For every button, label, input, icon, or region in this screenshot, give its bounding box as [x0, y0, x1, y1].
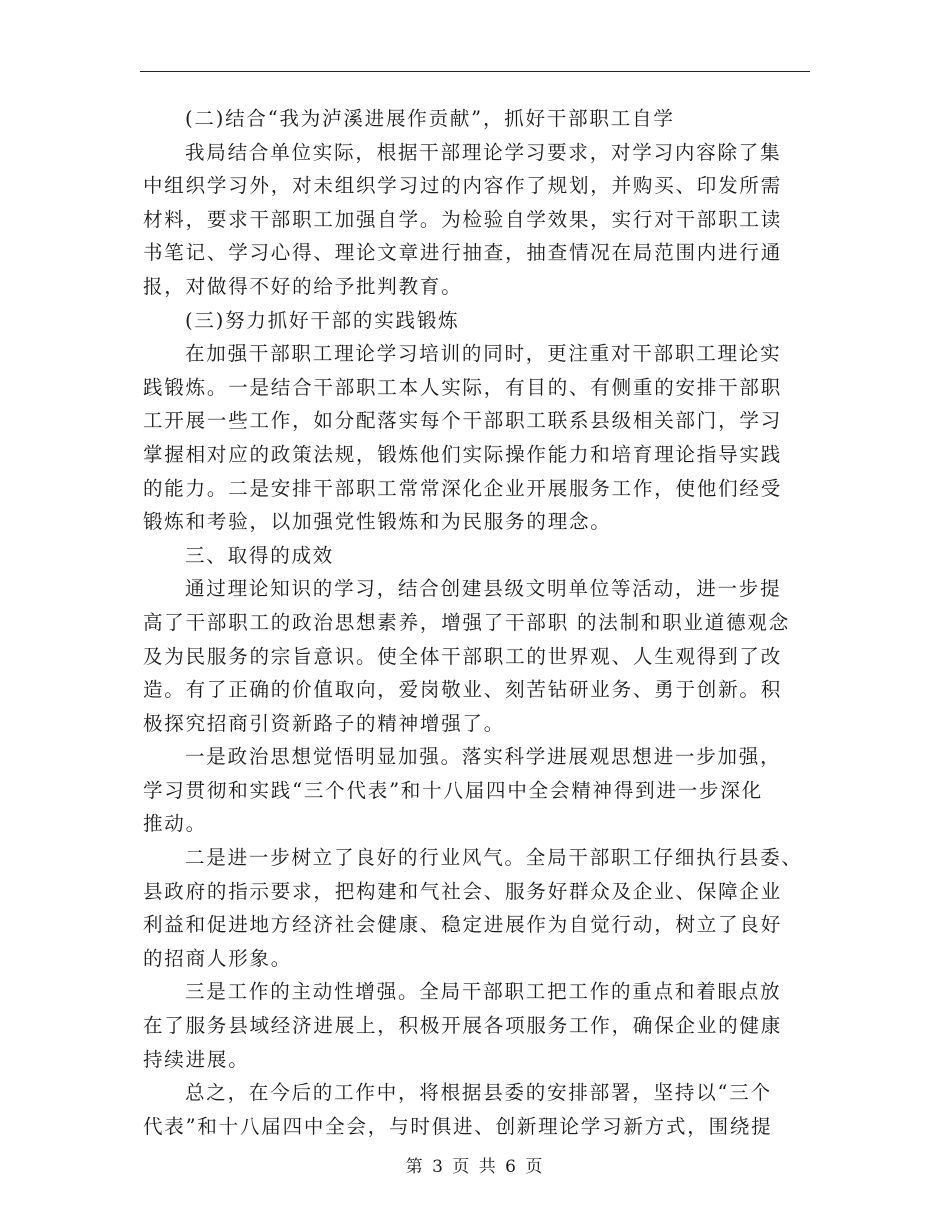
paragraph-line: 报，对做得不好的给予批判教育。	[143, 274, 463, 298]
page-number: 第 3 页 共 6 页	[405, 1157, 545, 1177]
paragraph-line: 县政府的指示要求，把构建和气社会、服务好群众及企业、保障企业	[143, 879, 783, 903]
paragraph-line: 高了干部职工的政治思想素养，增强了干部职 的法制和职业道德观念	[143, 610, 790, 634]
paragraph-line: 的能力。二是安排干部职工常常深化企业开展服务工作，使他们经受	[143, 476, 783, 500]
paragraph-line: 一是政治思想觉悟明显加强。落实科学进展观思想进一步加强，	[185, 745, 782, 769]
paragraph-line: 践锻炼。一是结合干部职工本人实际，有目的、有侧重的安排干部职	[143, 375, 783, 399]
paragraph-line: 中组织学习外，对未组织学习过的内容作了规划，并购买、印发所需	[143, 174, 783, 198]
paragraph-line: 利益和促进地方经济社会健康、稳定进展作为自觉行动，树立了良好	[143, 913, 783, 937]
section-heading: (三)努力抓好干部的实践锻炼	[185, 308, 460, 332]
paragraph-line: 掌握相对应的政策法规，锻炼他们实际操作能力和培育理论指导实践	[143, 442, 783, 466]
paragraph-line: 的招商人形象。	[143, 946, 293, 970]
paragraph-line: 造。有了正确的价值取向，爱岗敬业、刻苦钻研业务、勇于创新。积	[143, 678, 783, 702]
paragraph-line: 持续进展。	[143, 1047, 250, 1071]
paragraph-line: 推动。	[143, 812, 207, 836]
paragraph-line: 在了服务县域经济进展上，积极开展各项服务工作，确保企业的健康	[143, 1014, 783, 1038]
document-body	[143, 102, 808, 1143]
paragraph-line: 代表”和十八届四中全会，与时俱进、创新理论学习新方式，围绕提	[143, 1114, 773, 1138]
section-heading: (二)结合“我为泸溪进展作贡献”，抓好干部职工自学	[185, 107, 675, 130]
paragraph-line: 极探究招商引资新路子的精神增强了。	[143, 711, 506, 735]
paragraph-line: 总之，在今后的工作中，将根据县委的安排部署，坚持以“三个	[185, 1081, 772, 1105]
paragraph-line: 材料，要求干部职工加强自学。为检验自学效果，实行对干部职工读	[143, 207, 783, 231]
header-rule	[140, 71, 810, 72]
paragraph-line: 书笔记、学习心得、理论文章进行抽查，抽查情况在局范围内进行通	[143, 241, 783, 265]
paragraph-line: 我局结合单位实际，根据干部理论学习要求，对学习内容除了集	[185, 140, 782, 164]
paragraph-line: 工开展一些工作，如分配落实每个干部职工联系县级相关部门，学习	[143, 409, 783, 433]
paragraph-line: 二是进一步树立了良好的行业风气。全局干部职工仔细执行县委、	[185, 846, 803, 870]
paragraph-line: 学习贯彻和实践“三个代表”和十八届四中全会精神得到进一步深化	[143, 778, 763, 802]
paragraph-line: 三是工作的主动性增强。全局干部职工把工作的重点和着眼点放	[185, 980, 782, 1004]
paragraph-line: 锻炼和考验，以加强党性锻炼和为民服务的理念。	[143, 510, 612, 534]
paragraph-line: 及为民服务的宗旨意识。使全体干部职工的世界观、人生观得到了改	[143, 644, 783, 668]
section-heading: 三、取得的成效	[185, 543, 335, 567]
paragraph-line: 在加强干部职工理论学习培训的同时，更注重对干部职工理论实	[185, 342, 782, 366]
paragraph-line: 通过理论知识的学习，结合创建县级文明单位等活动，进一步提	[185, 577, 782, 601]
